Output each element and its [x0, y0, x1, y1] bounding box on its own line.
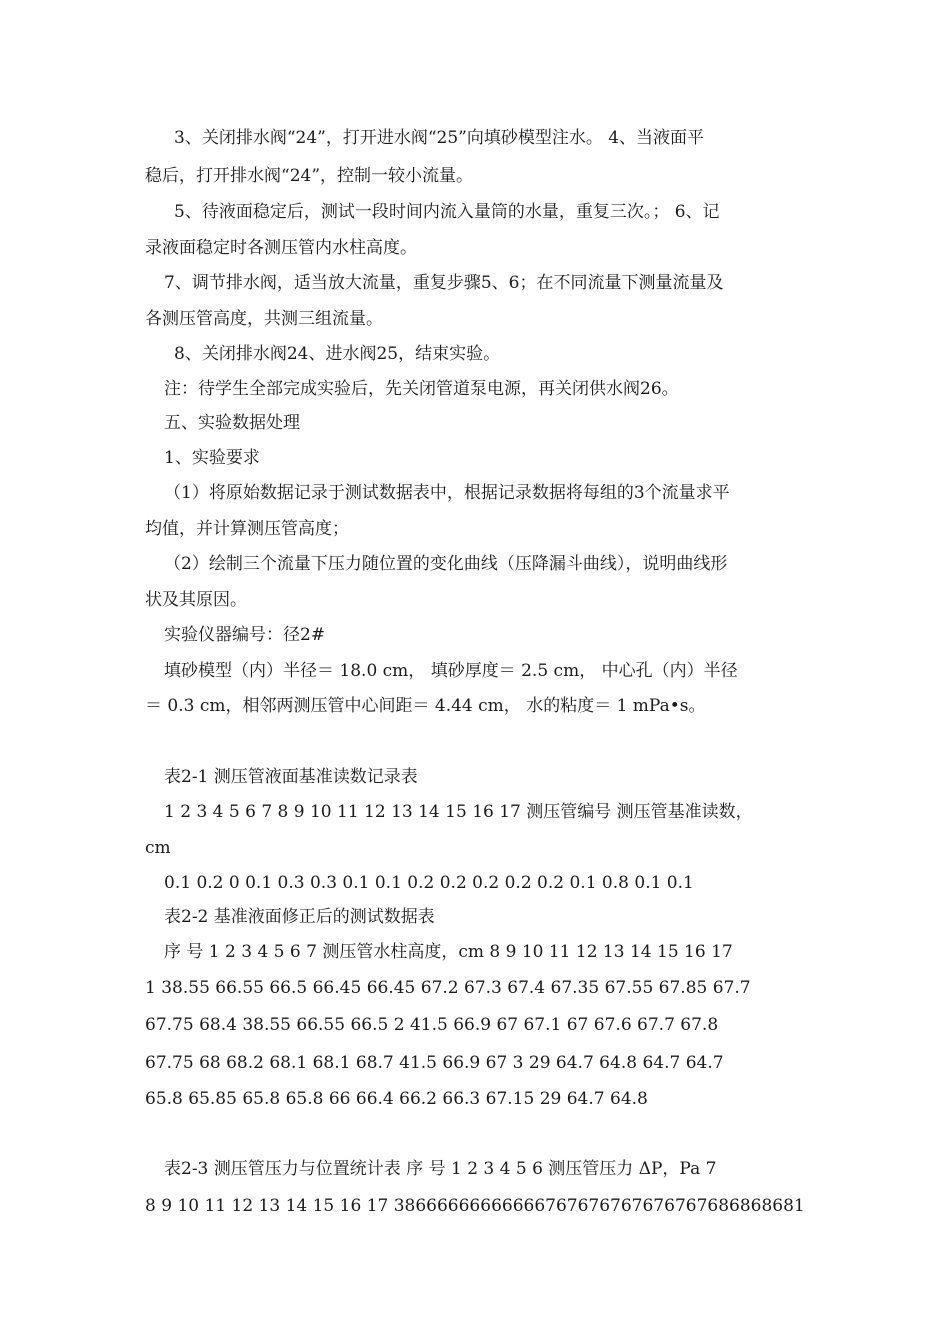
text-line: 填砂模型（内）半径＝ 18.0 cm， 填砂厚度＝ 2.5 cm， 中心孔（内）半径	[164, 661, 738, 681]
section-heading: 五、实验数据处理	[164, 413, 300, 433]
text-line: 8、关闭排水阀24、进水阀25，结束实验。	[174, 344, 501, 364]
text-line: 稳后，打开排水阀“24”，控制一较小流量。	[145, 166, 474, 186]
table-text: 1 2 3 4 5 6 7 8 9 10 11 12 13 14 15 16 17 测压管编号 测压管基准读数，	[164, 802, 753, 822]
subsection-heading: 1、实验要求	[164, 448, 260, 468]
text-line: （1）将原始数据记录于测试数据表中，根据记录数据将每组的3个流量求平	[164, 483, 730, 503]
table-text: 8 9 10 11 12 13 14 15 16 17 38666666666666767676767676767686868681	[145, 1196, 805, 1216]
table-text: 67.75 68 68.2 68.1 68.1 68.7 41.5 66.9 67 3 29 64.7 64.8 64.7 64.7	[145, 1053, 724, 1073]
text-line: 录液面稳定时各测压管内水柱高度。	[145, 238, 417, 258]
text-line: 实验仪器编号：径2#	[164, 625, 326, 645]
text-line: 状及其原因。	[145, 590, 247, 610]
table-caption: 表2-2 基准液面修正后的测试数据表	[164, 907, 435, 927]
text-line: ＝ 0.3 cm，相邻两测压管中心间距＝ 4.44 cm， 水的粘度＝ 1 mPa•s。	[145, 696, 706, 716]
text-line: 均值，并计算测压管高度；	[145, 519, 349, 539]
table-caption: 表2-3 测压管压力与位置统计表 序 号 1 2 3 4 5 6 测压管压力 ΔP，Pa 7	[164, 1159, 717, 1179]
table-caption: 表2-1 测压管液面基准读数记录表	[164, 767, 418, 787]
text-line: 3、关闭排水阀“24”，打开进水阀“25”向填砂模型注水。 4、当液面平	[174, 128, 705, 148]
text-line: 各测压管高度，共测三组流量。	[145, 309, 383, 329]
table-text: 0.1 0.2 0 0.1 0.3 0.3 0.1 0.1 0.2 0.2 0.2 0.2 0.2 0.1 0.8 0.1 0.1	[164, 873, 694, 893]
text-line: 5、待液面稳定后，测试一段时间内流入量筒的水量，重复三次。； 6、记	[174, 202, 720, 222]
table-text: 1 38.55 66.55 66.5 66.45 66.45 67.2 67.3 67.4 67.35 67.55 67.85 67.7	[145, 978, 751, 998]
text-line: 注：待学生全部完成实验后，先关闭管道泵电源，再关闭供水阀26。	[164, 379, 679, 399]
table-text: 65.8 65.85 65.8 65.8 66 66.4 66.2 66.3 67.15 29 64.7 64.8	[145, 1089, 648, 1109]
text-line: （2）绘制三个流量下压力随位置的变化曲线（压降漏斗曲线），说明曲线形	[164, 554, 728, 574]
table-text: cm	[145, 838, 171, 858]
text-line: 7、调节排水阀，适当放大流量，重复步骤5、6；在不同流量下测量流量及	[164, 273, 724, 293]
table-text: 序 号 1 2 3 4 5 6 7 测压管水柱高度，cm 8 9 10 11 12 13 14 15 16 17	[164, 942, 733, 962]
table-text: 67.75 68.4 38.55 66.55 66.5 2 41.5 66.9 67 67.1 67 67.6 67.7 67.8	[145, 1015, 719, 1035]
